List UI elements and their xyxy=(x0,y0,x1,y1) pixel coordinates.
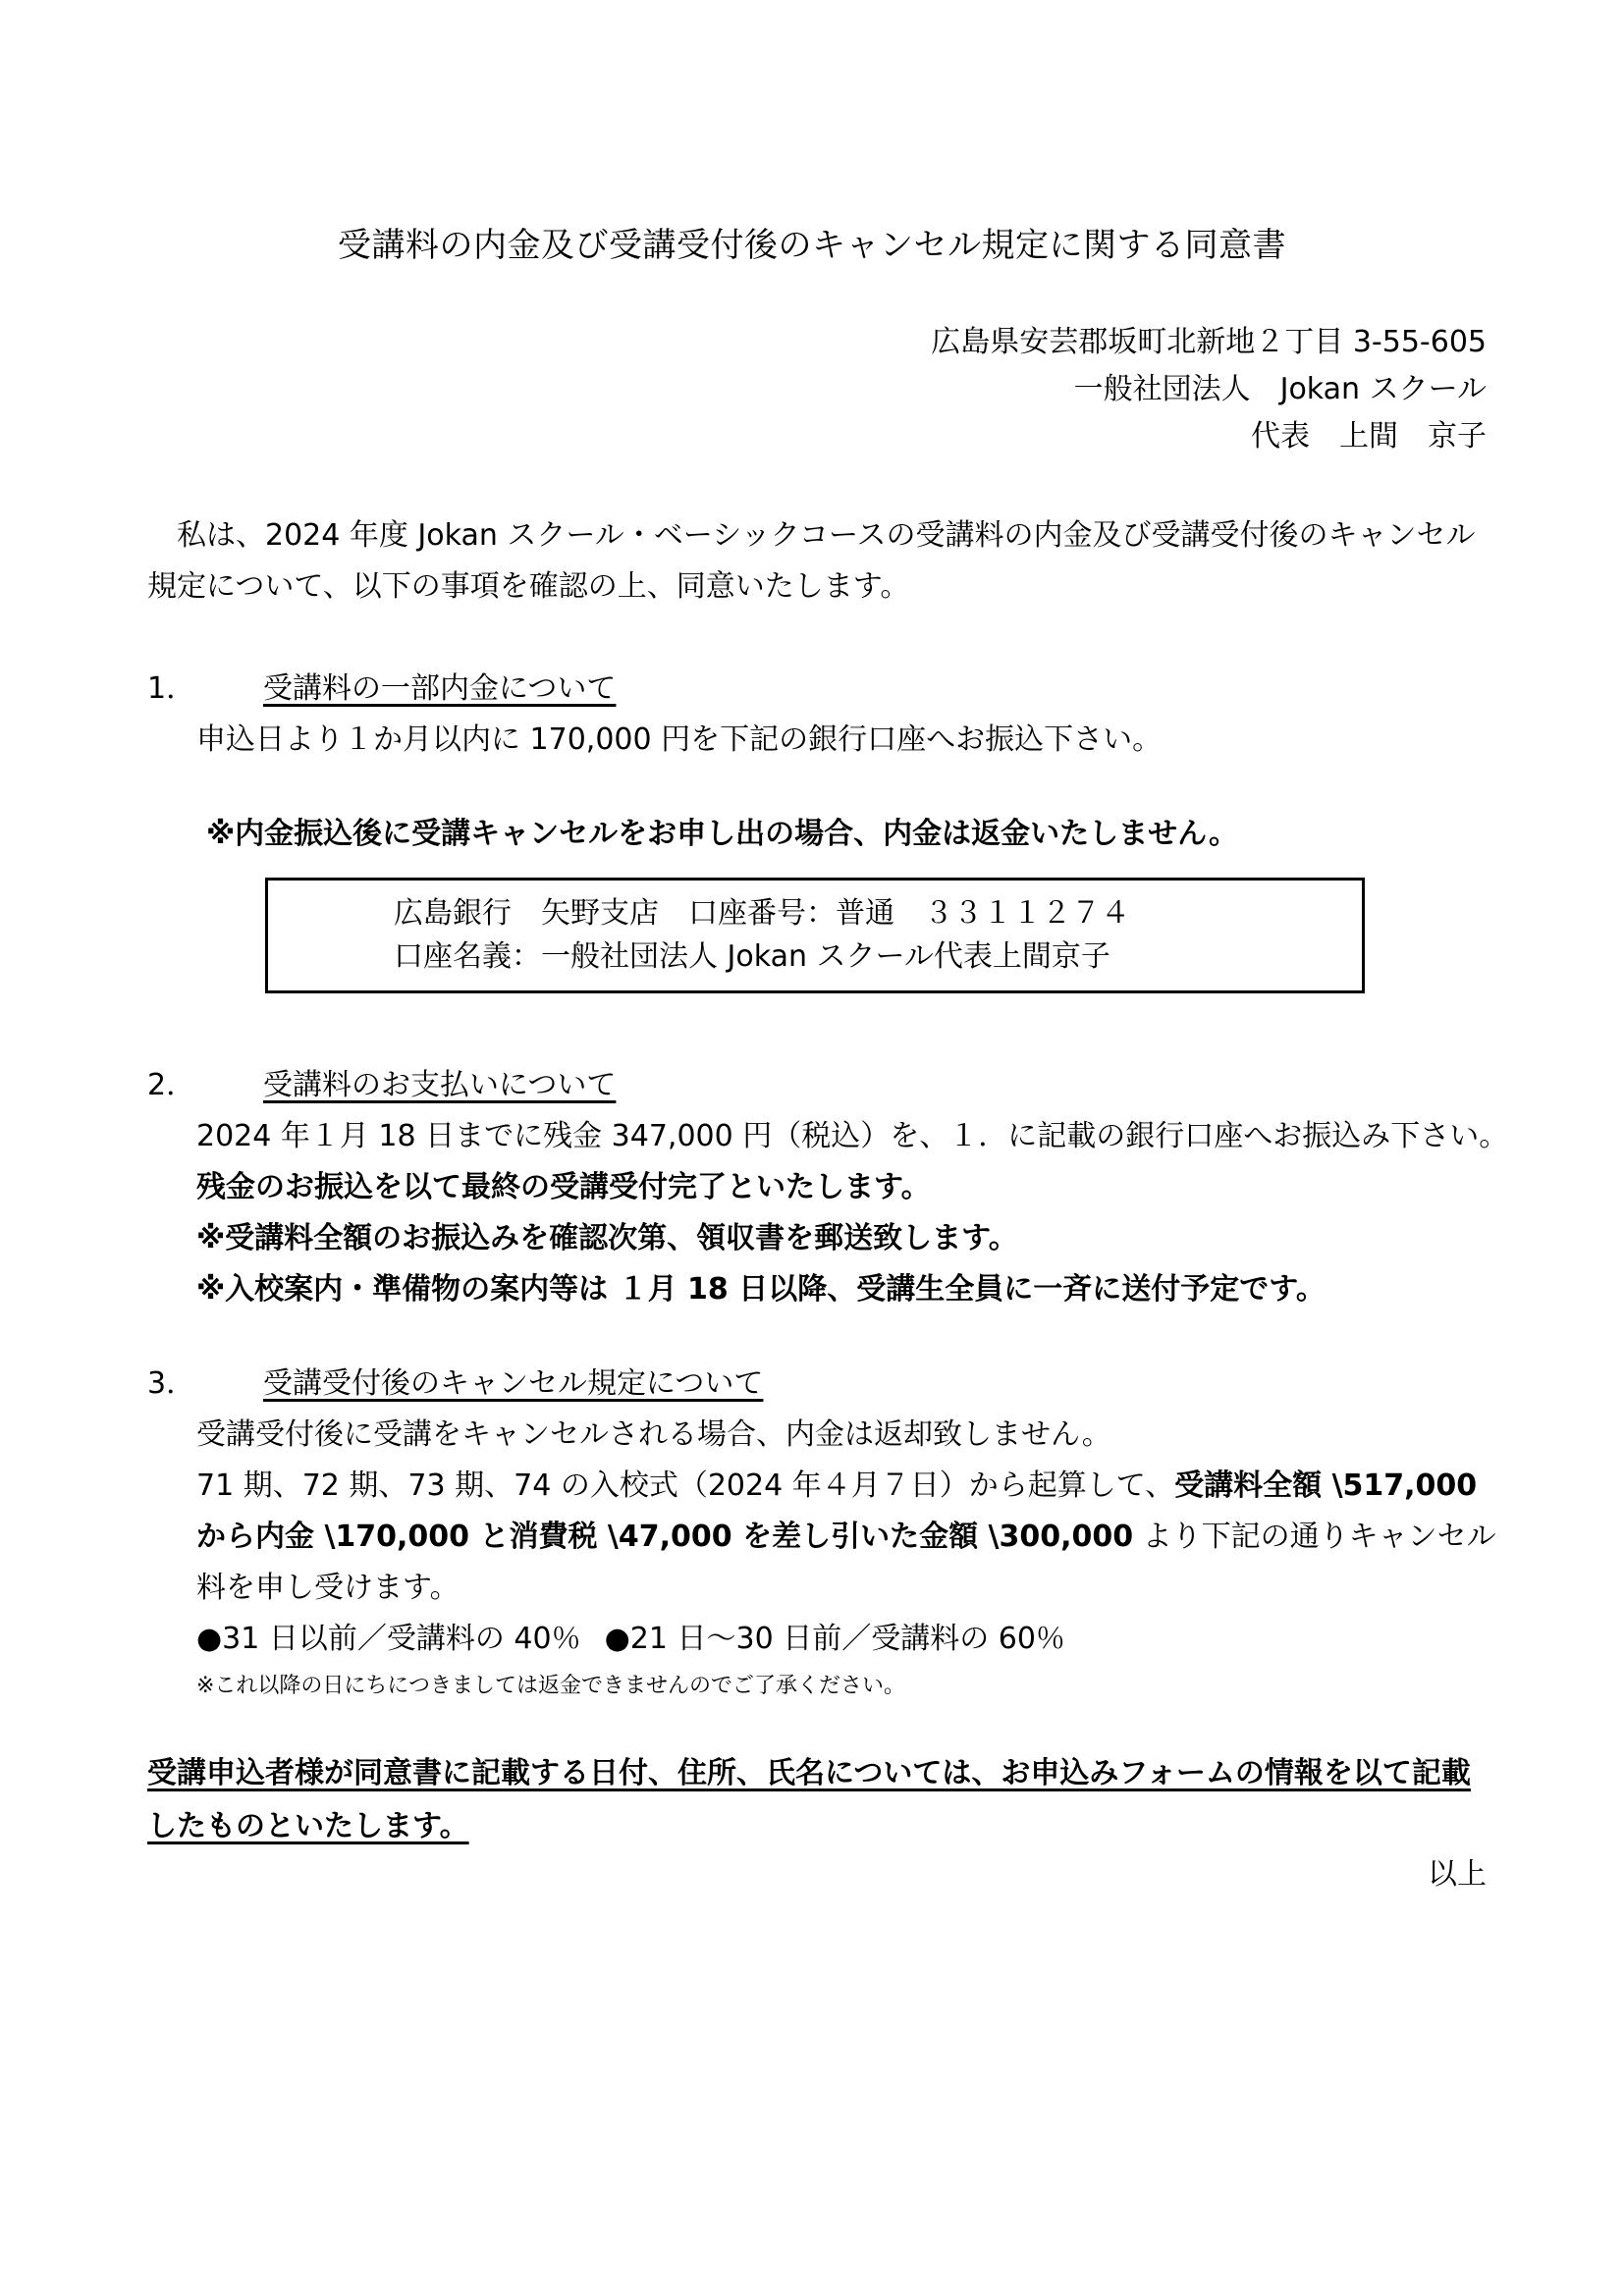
section-3-line-3 xyxy=(196,1512,1496,1563)
section-1-heading xyxy=(147,664,616,715)
bank-account-line-2: 口座名義：一般社団法人 Jokan スクール代表上間京子 xyxy=(394,939,1110,974)
section-3-footnote: ※これ以降の日にちにつきましては返金できませんのでご了承ください。 xyxy=(196,1674,905,1698)
section-1-title: 受講料の一部内金について xyxy=(263,671,617,706)
total-fee: 受講料全額 \517,000 xyxy=(1174,1468,1478,1503)
cancellation-rate-1: ●31 日以前／受講料の 40％ xyxy=(196,1622,581,1656)
section-3-line-3-text: より下記の通りキャンセル xyxy=(1133,1520,1496,1554)
issuer-address: 広島県安芸郡坂町北新地２丁目 3-55-605 xyxy=(931,325,1487,359)
section-2-title: 受講料のお支払いについて xyxy=(263,1068,617,1102)
cancellation-rates xyxy=(196,1614,1065,1665)
closing-text: 以上 xyxy=(1428,1857,1487,1892)
section-2-number: 2． xyxy=(147,1068,196,1102)
section-1-line-1: 申込日より１か月以内に 170,000 円を下記の銀行口座へお振込下さい。 xyxy=(196,722,1163,757)
section-3-number: 3． xyxy=(147,1366,196,1401)
section-3-heading xyxy=(147,1359,763,1410)
section-3-title: 受講受付後のキャンセル規定について xyxy=(263,1366,764,1401)
section-2-line-4: ※入校案内・準備物の案内等は １月 18 日以降、受講生全員に一斉に送付予定です。 xyxy=(196,1272,1326,1307)
consent-statement xyxy=(147,1747,1492,1853)
section-2-line-1: 2024 年１月 18 日までに残金 347,000 円（税込）を、１．に記載の銀行口座へお振込み下さい。 xyxy=(196,1119,1509,1153)
document-title: 受講料の内金及び受講受付後のキャンセル規定に関する同意書 xyxy=(338,226,1286,265)
section-2-line-2: 残金のお振込を以て最終の受講受付完了といたします。 xyxy=(196,1170,931,1204)
section-3-line-2 xyxy=(196,1461,1477,1512)
section-3-line-2-text: 71 期、72 期、73 期、74 の入校式（2024 年４月７日）から起算して、 xyxy=(196,1468,1175,1503)
issuer-block xyxy=(931,319,1487,460)
section-3-line-4: 料を申し受けます。 xyxy=(196,1571,460,1605)
intro-paragraph: 私は、2024 年度 Jokan スクール・ベーシックコースの受講料の内金及び受講受付後のキャンセル規定について、以下の事項を確認の上、同意いたします。 xyxy=(147,518,1476,604)
bank-account-box xyxy=(265,878,1365,993)
section-2-line-3: ※受講料全額のお振込みを確認次第、領収書を郵送致します。 xyxy=(196,1221,1018,1255)
consent-line-1: 受講申込者様が同意書に記載する日付、住所、氏名については、お申込みフォームの情報を以て記載 xyxy=(147,1756,1471,1790)
issuer-representative: 代表 上間 京子 xyxy=(1251,419,1487,454)
issuer-organization: 一般社団法人 Jokan スクール xyxy=(1073,372,1487,406)
consent-line-2: したものといたします。 xyxy=(147,1809,469,1843)
section-1-number: 1． xyxy=(147,671,196,706)
section-1-notice: ※内金振込後に受講キャンセルをお申し出の場合、内金は返金いたしません。 xyxy=(206,817,1238,851)
section-3-line-1: 受講受付後に受講をキャンセルされる場合、内金は返却致しません。 xyxy=(196,1417,1111,1452)
section-2-heading xyxy=(147,1060,616,1111)
cancellation-rate-2: ●21 日～30 日前／受講料の 60％ xyxy=(604,1622,1065,1656)
bank-account-line-1: 広島銀行 矢野支店 口座番号：普通 ３３１１２７４ xyxy=(394,896,1130,931)
fee-deduction: から内金 \170,000 と消費税 \47,000 を差し引いた金額 \300,000 xyxy=(196,1520,1134,1554)
